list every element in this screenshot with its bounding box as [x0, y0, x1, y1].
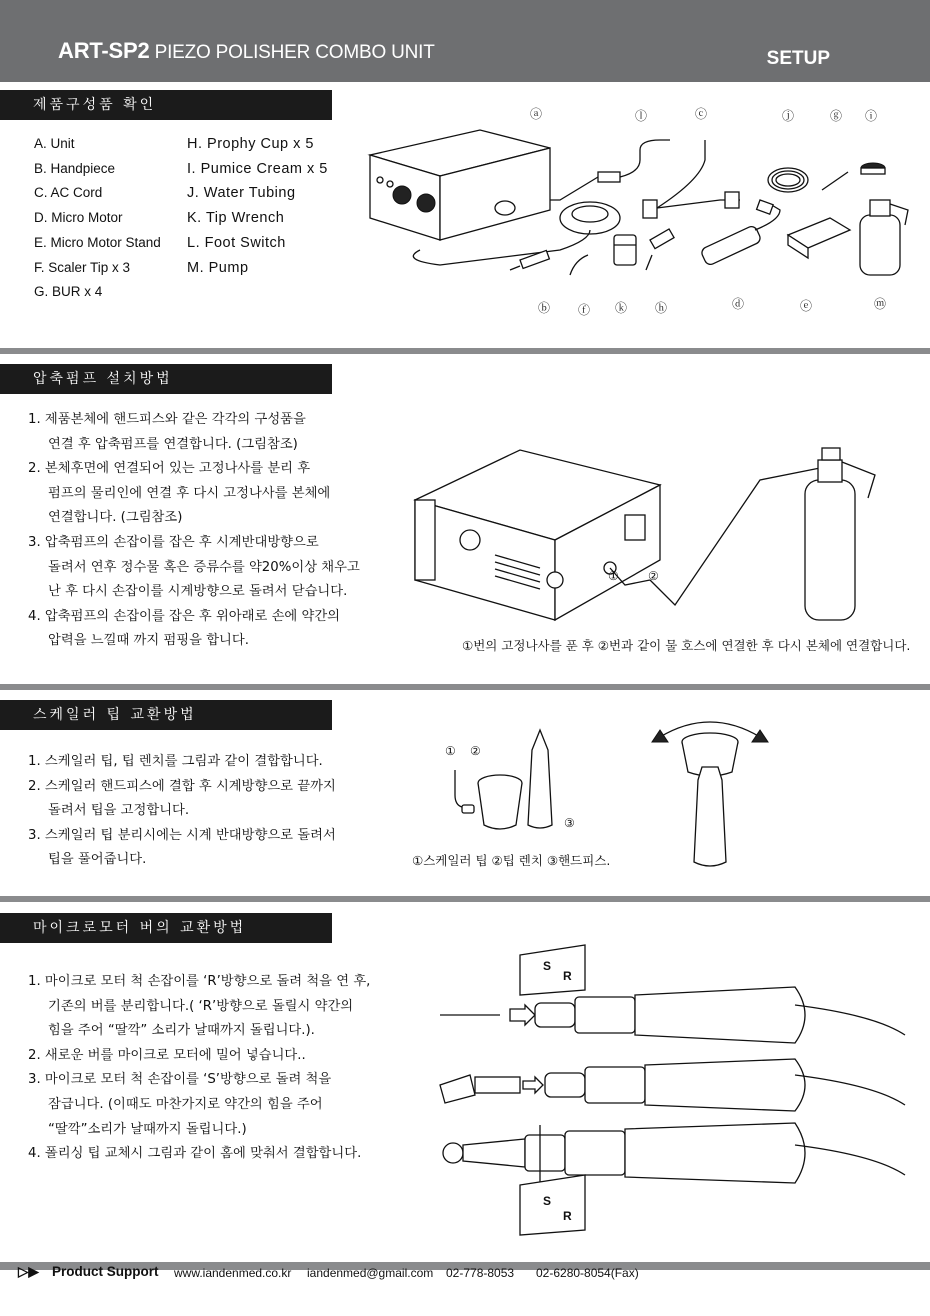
- instruction-line: 3. 압축펌프의 손잡이를 잡은 후 시계반대방향으로: [28, 534, 319, 550]
- prophy-cup-illustration: [646, 229, 674, 270]
- bur-illustration: [822, 172, 848, 190]
- callout-i: ⓘ: [865, 109, 878, 123]
- dial-label-r: R: [563, 969, 572, 983]
- callout-m: ⓜ: [874, 297, 887, 311]
- section-title-components: 제품구성품 확인: [0, 90, 332, 120]
- motor-polishing-tip-illustration: [443, 1123, 905, 1185]
- callout-k: ⓚ: [615, 301, 628, 315]
- instruction-line: 압력을 느낄때 까지 펌핑을 합니다.: [48, 633, 249, 649]
- instruction-line: 잠급니다. (이때도 마찬가지로 약간의 힘을 주어: [48, 1096, 323, 1112]
- part-item: B. Handpiece: [34, 160, 116, 176]
- motor-remove-bur-illustration: [440, 987, 905, 1043]
- dial-top-illustration: [520, 945, 585, 995]
- instruction-line: 1. 마이크로 모터 척 손잡이를 ‘R’방향으로 돌려 척을 연 후,: [28, 974, 371, 989]
- pump-illustration: [860, 200, 908, 275]
- parts-list-right: [187, 132, 328, 280]
- footer-phone: 02-778-8053: [446, 1266, 515, 1280]
- handpiece-cable-illustration: [550, 140, 670, 200]
- callout-j: ⓙ: [782, 109, 795, 123]
- part-item: I. Pumice Cream x 5: [187, 160, 328, 177]
- ac-cord-illustration: [643, 140, 740, 218]
- callout-g: ⓖ: [830, 109, 843, 123]
- instruction-line: 돌려서 팁을 고정합니다.: [48, 803, 190, 819]
- pump-callout-2: ②: [648, 569, 659, 583]
- motor-insert-bur-illustration: [440, 1059, 905, 1111]
- part-item: G. BUR x 4: [34, 284, 103, 300]
- components-illustration: [360, 100, 920, 325]
- callout-h: ⓗ: [655, 301, 668, 315]
- section-divider: [0, 348, 930, 354]
- scaler-instructions: [28, 750, 336, 873]
- section-title-micromotor: 마이크로모터 버의 교환방법: [0, 913, 332, 943]
- water-tubing-illustration: [768, 168, 808, 192]
- pump-instructions: [28, 408, 360, 654]
- instruction-line: 1. 제품본체에 핸드피스와 같은 각각의 구성품을: [28, 412, 306, 427]
- callout-d: ⓓ: [732, 297, 745, 311]
- instruction-line: 2. 본체후면에 연결되어 있는 고정나사를 분리 후: [28, 461, 311, 477]
- dial-label-r: R: [563, 1209, 572, 1223]
- page-footer: [0, 1262, 930, 1316]
- pumice-cream-illustration: [861, 163, 885, 174]
- micromotor-bur-illustration: [435, 935, 915, 1240]
- scaler-callout-3: ③: [564, 816, 575, 830]
- part-item: A. Unit: [34, 136, 75, 151]
- part-item: M. Pump: [187, 259, 249, 276]
- section-divider: [0, 684, 930, 690]
- dial-label-s: S: [543, 959, 552, 973]
- scaler-callout-2: ②: [470, 744, 481, 758]
- instruction-line: 돌려서 연후 정수물 혹은 증류수를 약20%이상 채우고: [48, 559, 360, 575]
- callout-e: ⓔ: [800, 299, 813, 313]
- part-item: J. Water Tubing: [187, 185, 296, 202]
- footer-fax: 02-6280-8054(Fax): [536, 1266, 639, 1280]
- footer-arrows: ▷▶: [18, 1264, 39, 1279]
- part-item: E. Micro Motor Stand: [34, 234, 161, 250]
- instruction-line: 1. 스케일러 팁, 팁 렌치를 그림과 같이 결합합니다.: [28, 754, 323, 769]
- footer-product-support: Product Support: [52, 1264, 159, 1279]
- part-item: H. Prophy Cup x 5: [187, 136, 314, 152]
- instruction-line: 힘을 주어 “딸깍” 소리가 날때까지 돌립니다.).: [48, 1023, 315, 1039]
- instruction-line: 난 후 다시 손잡이를 시계방향으로 돌려서 닫습니다.: [48, 584, 348, 600]
- section-title-pump: 압축펌프 설치방법: [0, 364, 332, 394]
- callout-a: ⓐ: [530, 107, 543, 121]
- instruction-line: 펌프의 물리인에 연결 후 다시 고정나사를 본체에: [48, 485, 331, 501]
- unit-illustration: [370, 130, 550, 240]
- instruction-line: “딸깍”소리가 날때까지 돌립니다.): [48, 1121, 247, 1137]
- instruction-line: 기존의 버를 분리합니다.( ‘R’방향으로 돌릴시 약간의: [48, 998, 354, 1014]
- tip-wrench-illustration: [614, 235, 636, 265]
- instruction-line: 연결합니다. (그림참조): [48, 510, 183, 526]
- setup-label: SETUP: [766, 48, 830, 69]
- instruction-line: 3. 스케일러 팁 분리시에는 시계 반대방향으로 돌려서: [28, 827, 336, 843]
- scaler-callout-1: ①: [445, 744, 456, 758]
- page-header: [0, 0, 930, 82]
- dial-bottom-illustration: [520, 1175, 585, 1235]
- instruction-line: 팁을 풀어줍니다.: [48, 852, 147, 868]
- motor-stand-illustration: [788, 218, 850, 258]
- parts-list-left: [34, 132, 161, 305]
- part-item: D. Micro Motor: [34, 210, 123, 226]
- part-item: L. Foot Switch: [187, 234, 286, 251]
- scaler-wrench-rotation-illustration: [650, 712, 770, 877]
- callout-c: ⓒ: [695, 107, 708, 121]
- part-item: F. Scaler Tip x 3: [34, 259, 131, 275]
- pump-callout-1: ①: [608, 569, 619, 583]
- part-item: K. Tip Wrench: [187, 210, 285, 227]
- instruction-line: 연결 후 압축펌프를 연결합니다. (그림참조): [48, 436, 298, 452]
- callout-l: ⓛ: [635, 109, 648, 123]
- section-title-scaler: 스케일러 팁 교환방법: [0, 700, 332, 730]
- scaler-tip-assembly-illustration: [440, 725, 600, 845]
- page-title: ART-SP2 PIEZO POLISHER COMBO UNIT: [58, 38, 435, 63]
- pump-setup-illustration: [410, 420, 910, 630]
- micromotor-instructions: [28, 970, 370, 1167]
- instruction-line: 2. 새로운 버를 마이크로 모터에 밀어 넣습니다..: [28, 1047, 306, 1063]
- pump-caption: ①번의 고정나사를 푼 후 ②번과 같이 물 호스에 연결한 후 다시 본체에 연결합니다.: [462, 638, 911, 653]
- footer-website[interactable]: www.iandenmed.co.kr: [174, 1266, 292, 1280]
- part-item: C. AC Cord: [34, 185, 103, 201]
- instruction-line: 3. 마이크로 모터 척 손잡이를 ‘S’방향으로 돌려 척을: [28, 1072, 332, 1088]
- micro-motor-illustration: [700, 200, 780, 266]
- instruction-line: 4. 폴리싱 팁 교체시 그림과 같이 홈에 맞춰서 결합합니다.: [28, 1146, 362, 1162]
- instruction-line: 2. 스케일러 핸드피스에 결합 후 시계방향으로 끝까지: [28, 778, 336, 794]
- footer-email[interactable]: iandenmed@gmail.com: [307, 1266, 434, 1280]
- callout-b: ⓑ: [538, 301, 551, 315]
- dial-label-s: S: [543, 1194, 552, 1208]
- callout-f: ⓕ: [578, 303, 591, 317]
- scaler-tip-illustration: [570, 255, 588, 275]
- scaler-caption: ①스케일러 팁 ②팁 렌치 ③핸드피스.: [412, 853, 611, 868]
- instruction-line: 4. 압축펌프의 손잡이를 잡은 후 위아래로 손에 약간의: [28, 608, 341, 624]
- section-divider: [0, 896, 930, 902]
